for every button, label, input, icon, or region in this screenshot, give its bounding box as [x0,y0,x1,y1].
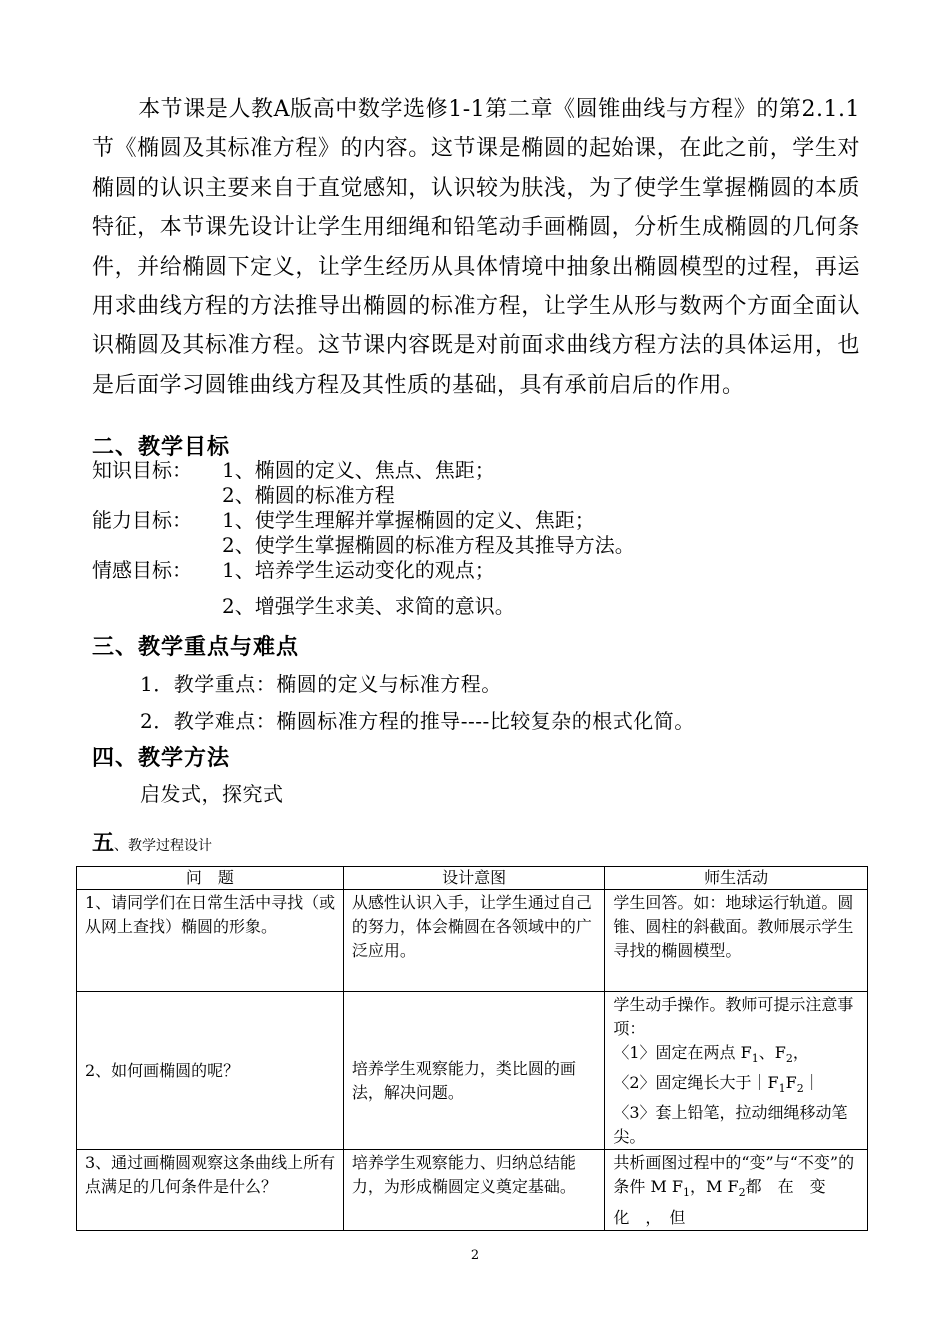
row3-activity: 共析画图过程中的“变”与“不变”的条件 M $F_1$，M $F_2$都 在 变 化 ， 但 [605,1150,868,1230]
knowledge-item-2: 2、椭圆的标准方程 [222,483,395,507]
process-table [76,866,868,1231]
header-intent: 设计意图 [343,867,605,890]
row2-activity [605,992,868,1150]
knowledge-label: 知识目标： [92,458,192,482]
row2-question: 2、如何画椭圆的呢？ [77,992,344,1150]
row1-activity: 学生回答。如：地球运行轨道。圆锥、圆柱的斜截面。教师展示学生寻找的椭圆模型。 [605,890,868,992]
row2-step-2: 〈2〉固定绳长大于$|F_1F_2|$ [613,1073,820,1096]
ability-item-1: 1、使学生理解并掌握椭圆的定义、焦距； [222,508,595,532]
row2-activity-intro: 学生动手操作。教师可提示注意事项： [613,995,854,1038]
table-row [77,1150,868,1230]
emotion-label: 情感目标： [92,558,192,582]
section-heading-process [92,826,212,857]
ability-item-2: 2、使学生掌握椭圆的标准方程及其推导方法。 [222,533,635,557]
table-row [77,890,868,992]
emotion-item-1: 1、培养学生运动变化的观点； [222,558,495,582]
table-header-row [77,867,868,890]
row1-question: 1、请同学们在日常生活中寻找（或从网上查找）椭圆的形象。 [77,890,344,992]
header-question: 问 题 [77,867,344,890]
knowledge-goal [92,458,495,483]
section-heading-method: 四、教学方法 [92,745,231,771]
section-heading-keypoints: 三、教学重点与难点 [92,634,300,660]
knowledge-item-1: 1、椭圆的定义、焦点、焦距； [222,458,495,482]
page-number: 2 [470,1248,480,1263]
row1-intent: 从感性认识入手，让学生通过自己的努力，体会椭圆在各领域中的广泛应用。 [343,890,605,992]
intro-paragraph: 本节课是人教A版高中数学选修1-1第二章《圆锥曲线与方程》的第2.1.1节《椭圆及其标准方程》的内容。这节课是椭圆的起始课，在此之前，学生对椭圆的认识主要来自于直觉感知，认识较为肤浅，为了使学生掌握椭圆的本质特征，本节课先设计让学生用细绳和铅笔动手画椭圆，分析生成椭圆的几何条件，并给椭圆下定义，让学生经历从具体情境中抽象出椭圆模型的过程，再运用求曲线方程的方法推导出椭圆的标准方程，让学生从形与数两个方面全面认识椭圆及其标准方程。这节课内容既是对前面求曲线方程方法的具体运用，也是后面学习圆锥曲线方程及其性质的基础，具有承前启后的作用。 [92,97,860,398]
row2-step-1: 〈1〉固定在两点 $F_1$、$F_2$， [613,1043,809,1066]
row3-question: 3、通过画椭圆观察这条曲线上所有点满足的几何条件是什么？ [77,1150,344,1230]
row2-step-3: 〈3〉套上铅笔，拉动细绳移动笔尖。 [613,1103,848,1147]
section5-number: 五 [92,830,115,856]
row2-intent: 培养学生观察能力，类比圆的画法，解决问题。 [343,992,605,1150]
ability-label: 能力目标： [92,508,192,532]
header-activity: 师生活动 [605,867,868,890]
emotion-goal [92,558,495,583]
table-row [77,992,868,1150]
emotion-item-2: 2、增强学生求美、求简的意识。 [222,594,515,618]
method-text: 启发式，探究式 [140,782,284,806]
key-point: 1．教学重点：椭圆的定义与标准方程。 [140,672,502,696]
row3-intent: 培养学生观察能力、归纳总结能力，为形成椭圆定义奠定基础。 [343,1150,605,1230]
difficult-point: 2．教学难点：椭圆标准方程的推导----比较复杂的根式化简。 [140,709,695,733]
section-heading-goals: 二、教学目标 [92,434,231,460]
ability-goal [92,508,595,533]
section5-title: 、教学过程设计 [114,838,213,854]
